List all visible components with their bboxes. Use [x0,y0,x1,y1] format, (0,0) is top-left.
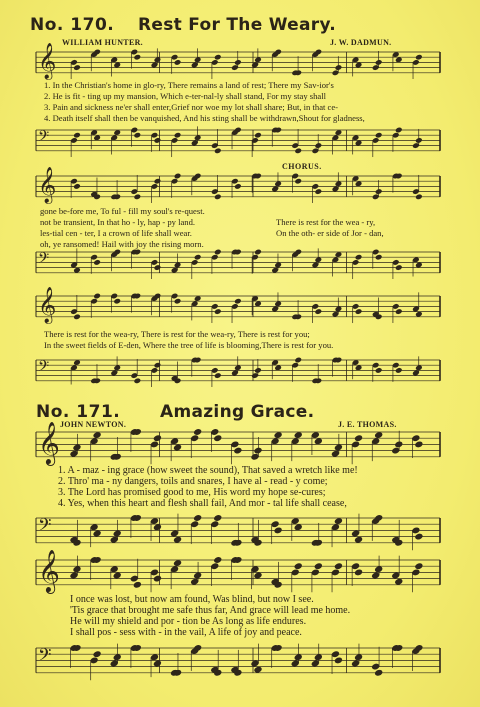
music-credit: J. W. DADMUN. [330,38,392,47]
verse-line: He will my shield and por - tion be As long as life endures. [70,616,307,627]
note-head [174,173,182,180]
chorus-line: There is rest for the wea-ry, There is rest for the wea-ry, There is rest for you; [44,329,310,339]
bass-clef: 𝄢 [38,514,52,540]
note-head [214,308,222,315]
music-credit: J. E. THOMAS. [338,420,397,429]
note-head [234,59,242,66]
chorus-line: On the oth- er side of Jor - dan, [276,228,384,238]
note-head [214,249,222,256]
note-head [93,650,102,658]
note-head [414,533,423,541]
note-head [193,428,202,436]
note-head [214,193,222,200]
bass-clef: 𝄢 [38,128,50,149]
note-head [254,367,262,374]
note-head [234,298,242,305]
chorus-line: There is rest for the wea - ry, [276,217,376,227]
treble-clef: 𝄞 [38,43,57,80]
note-head [334,656,343,664]
note-head [73,64,81,71]
note-head [174,59,182,66]
verse-line: not be transient, In that ho - ly, hap - py land. [40,217,196,227]
note-head [154,137,162,144]
note-head [375,59,383,66]
chorus-label: CHORUS. [282,162,322,171]
note-head [73,183,81,190]
note-head [375,367,383,374]
note-head [375,188,383,195]
note-head [335,64,343,71]
note-head [113,298,121,305]
note-head [395,308,403,315]
hymn-number: No. 171. [36,402,121,422]
verse-line: les-tial cen - ter, I a crown of life shall wear. [40,228,192,238]
note-head [314,562,323,570]
note-head [395,127,403,134]
note-head [233,447,242,455]
note-head [274,526,283,534]
note-head [374,669,383,677]
verse-line: 'Tis grace that brought me safe thus far, And grace will lead me home. [70,605,351,616]
note-head [253,447,262,455]
note-head [174,132,182,139]
note-head [294,147,302,154]
verse-line: 3. The Lord has promised good to me, His word my hope se-cures; [58,487,326,498]
words-credit: WILLIAM HUNTER. [62,38,143,47]
treble-clef: 𝄞 [38,167,57,204]
note-head [294,178,302,185]
note-head [414,440,423,448]
note-head [375,254,383,261]
note-head [134,193,142,200]
chorus-line: In the sweet fields of E-den, Where the tree of life is blooming,There is rest for you. [44,340,334,350]
note-head [193,514,202,522]
note-head [415,193,423,200]
treble-clef: 𝄞 [38,287,57,324]
note-head [214,147,222,154]
verse-line: 3. Pain and sickness ne'er shall enter,Grief nor woe my lot shall share; But, in that ce- [44,102,339,112]
note-head [375,132,383,139]
note-head [294,562,303,570]
note-head [93,293,101,300]
note-head [153,434,162,442]
treble-clef: 𝄞 [38,419,60,464]
verse-line: 1. In the Christian's home in glo-ry, There remains a land of rest; There my Sav-ior's [44,80,334,90]
note-head [355,254,363,261]
note-head [213,556,222,564]
bass-clef: 𝄢 [38,250,50,271]
verse-line: 4. Death itself shall then be vanquished, And his sting shall be withdrawn,Shout for gladness, [44,113,365,123]
note-head [154,264,162,271]
note-head [153,575,162,583]
note-head [93,259,101,266]
words-credit: JOHN NEWTON. [60,420,127,429]
note-head [154,178,162,185]
verse-line: I shall pos - sess with - in the vail, A life of joy and peace. [70,627,302,638]
hymn-title: Amazing Grace. [160,402,315,422]
note-head [174,298,182,305]
verse-line: gone be-fore me, To ful - fill my soul's re-quest. [40,206,205,216]
verse-line: 2. He is fit - ting up my mansion, Which e-ter-nal-ly shall stand, For my stay shall [44,91,327,101]
note-head [133,581,142,589]
note-head [73,313,81,320]
bass-clef: 𝄢 [38,358,50,379]
note-head [415,137,423,144]
note-head [315,188,323,195]
verse-line: 2. Thro' ma - ny dangers, toils and snares, I have al - read - y come; [58,476,328,487]
note-head [315,308,323,315]
note-head [294,357,302,364]
verse-line: 1. A - maz - ing grace (how sweet the sound), That saved a wretch like me! [58,465,358,476]
verse-line: I once was lost, but now am found, Was blind, but now I see. [70,594,314,605]
treble-clef: 𝄞 [38,547,60,592]
note-head [73,132,81,139]
note-head [354,434,363,442]
note-head [394,440,403,448]
note-head [254,249,262,256]
note-head [354,568,363,576]
note-head [213,434,222,442]
note-head [154,362,162,369]
note-head [415,54,423,61]
note-head [254,132,262,139]
note-head [395,264,403,271]
note-head [414,562,423,570]
note-head [214,54,222,61]
note-head [395,367,403,374]
note-head [334,562,343,570]
verse-line: 4. Yes, when this heart and flesh shall fail, And mor - tal life shall cease, [58,498,347,509]
bass-clef: 𝄢 [38,644,52,670]
hymn-number: No. 170. [30,15,115,35]
hymn-title: Rest For The Weary. [138,15,337,35]
note-head [213,514,222,522]
note-head [355,308,363,315]
note-head [134,377,142,384]
note-head [134,132,142,139]
note-head [234,183,242,190]
verse-line: oh, ye ransomed! Hail with joy the rising morn. [40,239,204,249]
note-head [315,142,323,149]
note-head [214,372,222,379]
note-head [134,54,142,61]
note-head [194,254,202,261]
